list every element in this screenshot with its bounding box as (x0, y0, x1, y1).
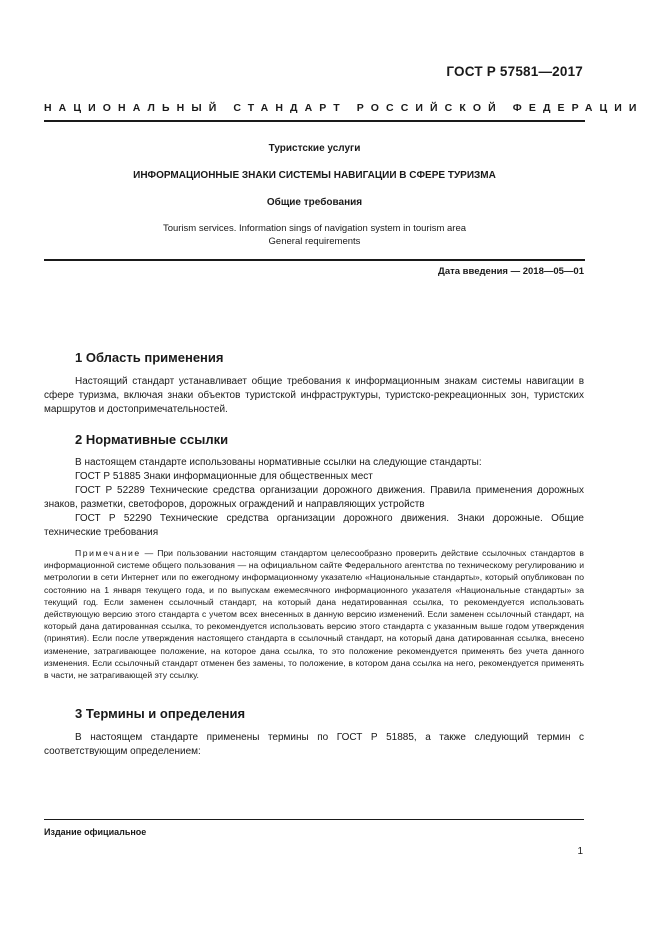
title-category: Туристские услуги (268, 143, 361, 154)
section-3-heading: 3 Термины и определения (75, 706, 246, 721)
footer-divider (44, 819, 584, 820)
section-1-text-content: Настоящий стандарт устанавливает общие требования к информационным знакам системы навигации в сфере туризма, включая знаки объектов туристской инфраструктуры, туристско-рекреационных зон, туристских маршрутов и достопримечательностей. (44, 376, 584, 415)
reference-gost-52289-text: ГОСТ Р 52289 Технические средства организации дорожного движения. Правила применения дорожных знаков, разметки, светофоров, дорожных ограждений и направляющих устройств (44, 485, 584, 510)
official-edition-label: Издание официальное (44, 827, 147, 837)
note-label: Примечание (75, 548, 141, 558)
page-number: 1 (577, 846, 583, 857)
section-1-heading: 1 Область применения (75, 350, 224, 365)
title-sub: Общие требования (266, 197, 363, 208)
reference-gost-52290 (44, 512, 584, 540)
title-divider (44, 259, 585, 261)
english-title-line1: Tourism services. Information sings of navigation system in tourism area (162, 223, 467, 234)
reference-gost-52290-text: ГОСТ Р 52290 Технические средства организации дорожного движения. Знаки дорожные. Общие технические требования (44, 513, 584, 538)
section-2-intro: В настоящем стандарте использованы нормативные ссылки на следующие стандарты: (75, 457, 482, 468)
english-title (44, 222, 585, 248)
note-text: — При пользовании настоящим стандартом целесообразно проверить действие ссылочных стандартов в информационной системе общего пользования — на официальном сайте Федерального агентства по техническому регулированию и метрологии в сети Интернет или по ежегодному информационному указателю «Национальные стандарты», который опубликован по состоянию на 1 января текущего года, и по выпускам ежемесячного информационного указателя «Национальные стандарты» за текущий год. Если заменен ссылочный стандарт, на который дана недатированная ссылка, то рекомендуется использовать действующую версию этого стандарта с учетом всех внесенных в данную версию изменений. Если заменен ссылочный стандарт, на который дана датированная ссылка, то рекомендуется использовать версию этого стандарта с указанным выше годом утверждения (принятия). Если после утверждения настоящего стандарта в ссылочный стандарт, на который дана датированная ссылка, внесено изменение, затрагивающее положение, на которое дана ссылка, то это положение рекомендуется применять без учета данного изменения. Если ссылочный стандарт отменен без замены, то положение, в котором дана ссылка на него, рекомендуется применять в части, не затрагивающей эту ссылку. (44, 548, 584, 681)
section-3-text (44, 731, 584, 759)
national-standard-banner: НАЦИОНАЛЬНЫЙ СТАНДАРТ РОССИЙСКОЙ ФЕДЕРАЦИИ (44, 102, 644, 114)
english-title-line2: General requirements (268, 236, 361, 247)
section-3-text-content: В настоящем стандарте применены термины по ГОСТ Р 51885, а также следующий термин с соответствующим определением: (44, 732, 584, 757)
reference-gost-51885: ГОСТ Р 51885 Знаки информационные для общественных мест (75, 471, 373, 482)
title-main: ИНФОРМАЦИОННЫЕ ЗНАКИ СИСТЕМЫ НАВИГАЦИИ В СФЕРЕ ТУРИЗМА (133, 170, 496, 181)
introduction-date: Дата введения — 2018—05—01 (438, 266, 584, 277)
top-divider (44, 120, 585, 122)
gost-number: ГОСТ Р 57581—2017 (446, 64, 583, 79)
section-2-heading: 2 Нормативные ссылки (75, 432, 229, 447)
reference-gost-52289 (44, 484, 584, 512)
section-1-text (44, 375, 584, 417)
note-block (44, 547, 584, 681)
